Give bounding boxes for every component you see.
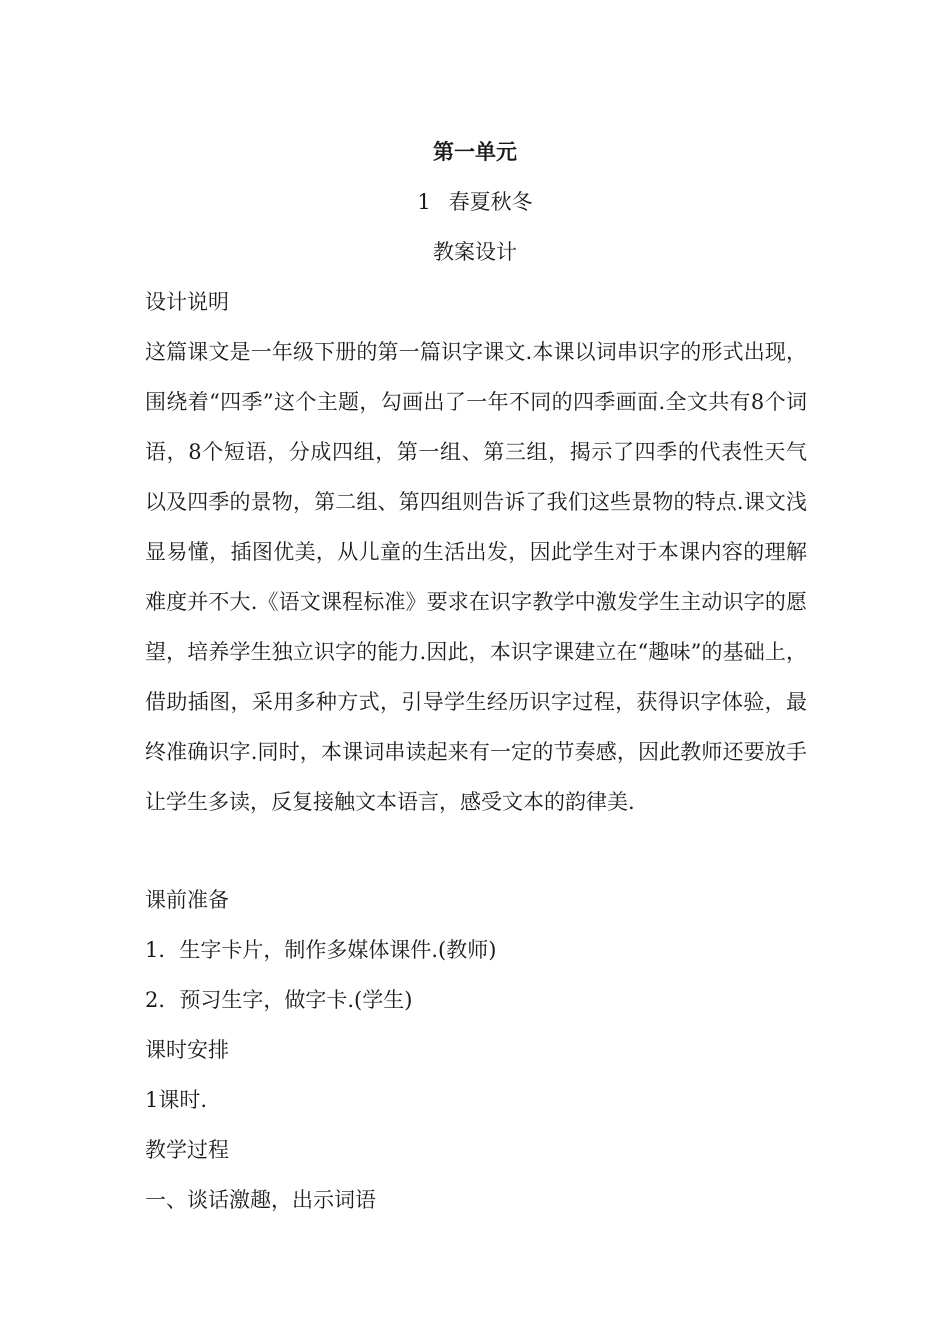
preparation-item: 2．预习生字，做字卡.(学生) xyxy=(145,988,413,1012)
preparation-heading: 课前准备 xyxy=(145,888,229,912)
design-note-heading: 设计说明 xyxy=(145,290,229,314)
unit-title: 第一单元 xyxy=(433,140,517,164)
schedule-heading: 课时安排 xyxy=(145,1038,229,1062)
doc-title: 教案设计 xyxy=(433,240,517,264)
preparation-item: 1．生字卡片，制作多媒体课件.(教师) xyxy=(145,938,497,962)
lesson-number: 1 xyxy=(417,190,431,214)
process-heading: 教学过程 xyxy=(145,1138,229,1162)
schedule-body: 1课时. xyxy=(145,1088,208,1112)
lesson-name: 春夏秋冬 xyxy=(448,190,533,214)
process-step-heading: 一、谈话激趣，出示词语 xyxy=(145,1188,376,1212)
lesson-title xyxy=(0,186,950,216)
design-note-body: 这篇课文是一年级下册的第一篇识字课文.本课以词串识字的形式出现，围绕着“四季”这个主题，勾画出了一年不同的四季画面.全文共有8个词语，8个短语，分成四组，第一组、第三组，揭示了四季的代表性天气以及四季的景物，第二组、第四组则告诉了我们这些景物的特点.课文浅显易懂，插图优美，从儿童的生活出发，因此学生对于本课内容的理解难度并不大.《语文课程标准》要求在识字教学中激发学生主动识字的愿望，培养学生独立识字的能力.因此，本识字课建立在“趣味”的基础上，借助插图，采用多种方式，引导学生经历识字过程，获得识字体验，最终准确识字.同时，本课词串读起来有一定的节奏感，因此教师还要放手让学生多读，反复接触文本语言，感受文本的韵律美. xyxy=(145,340,807,814)
